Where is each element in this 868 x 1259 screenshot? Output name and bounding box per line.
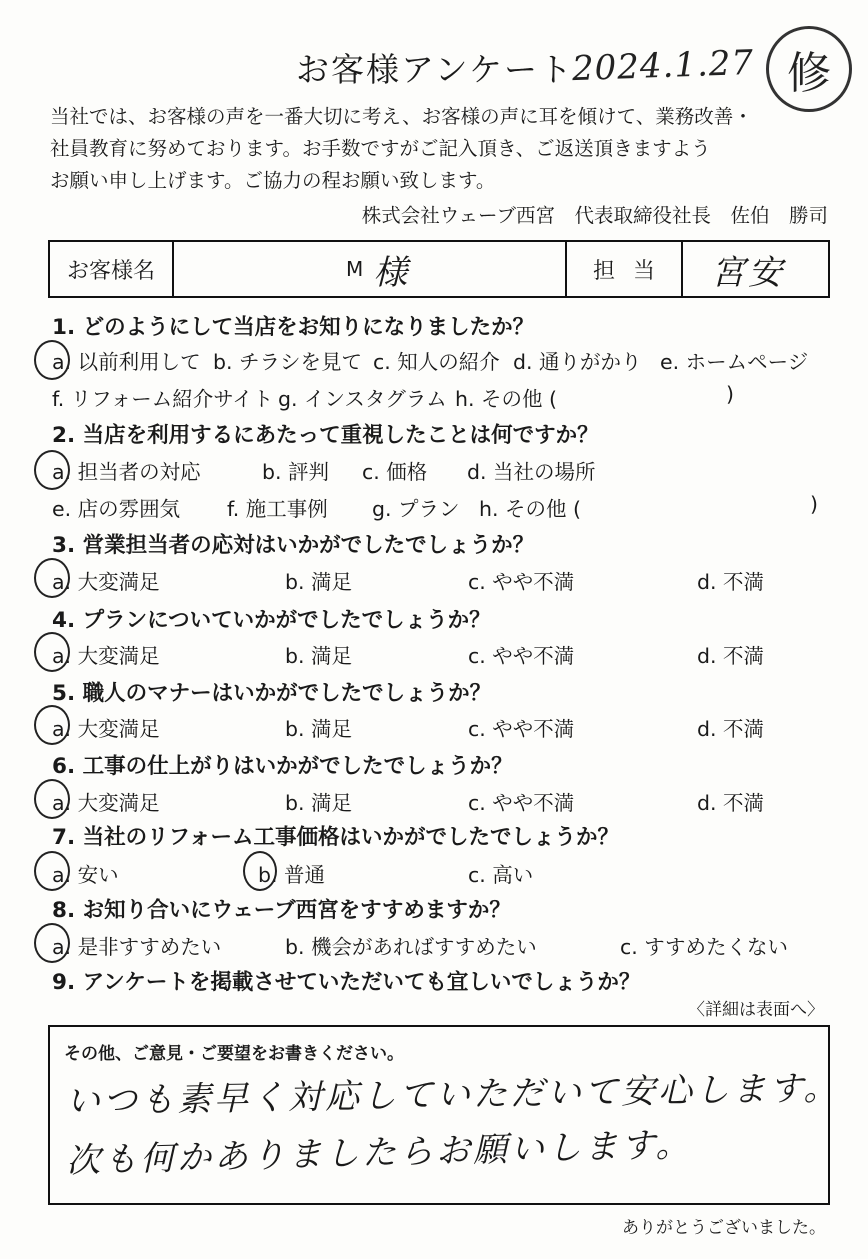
q4-option-d[interactable]: d. 不満 bbox=[697, 644, 765, 668]
customer-name-field[interactable] bbox=[174, 242, 567, 296]
customer-info-table bbox=[48, 240, 830, 298]
q2-option-a[interactable]: a. 担当者の対応 bbox=[52, 460, 201, 484]
q2-option-b[interactable]: b. 評判 bbox=[262, 460, 330, 484]
q1-option-a[interactable]: a. 以前利用して bbox=[52, 350, 201, 374]
customer-name-suffix: 様 bbox=[373, 252, 408, 293]
question-1: 1. どのようにして当店をお知りになりましたか？ bbox=[52, 315, 535, 340]
q5-option-b[interactable]: b. 満足 bbox=[285, 717, 353, 741]
thank-you-footer: ありがとうございました。 bbox=[622, 1218, 826, 1238]
intro-line-3: お願い申し上げます。ご協力の程お願い致します。 bbox=[50, 169, 496, 192]
q8-option-a[interactable]: a. 是非すすめたい bbox=[52, 935, 222, 959]
q6-option-c[interactable]: c. やや不満 bbox=[468, 791, 575, 815]
q1-option-b[interactable]: b. チラシを見て bbox=[213, 350, 363, 374]
q6-option-d[interactable]: d. 不満 bbox=[697, 791, 765, 815]
question-8: 8. お知り合いにウェーブ西宮をすすめますか？ bbox=[52, 898, 511, 923]
stamp-seal: 修 bbox=[766, 26, 852, 112]
comments-label: その他、ご意見・ご要望をお書きください。 bbox=[64, 1044, 404, 1064]
q3-option-b[interactable]: b. 満足 bbox=[285, 570, 353, 594]
q5-option-d[interactable]: d. 不満 bbox=[697, 717, 765, 741]
q4-option-c[interactable]: c. やや不満 bbox=[468, 644, 575, 668]
q5-option-c[interactable]: c. やや不満 bbox=[468, 717, 575, 741]
question-5: 5. 職人のマナーはいかがでしたでしょうか？ bbox=[52, 681, 492, 706]
q4-option-b[interactable]: b. 満足 bbox=[285, 644, 353, 668]
q2-option-d[interactable]: d. 当社の場所 bbox=[467, 460, 596, 484]
question-3: 3. 営業担当者の応対はいかがでしたでしょうか？ bbox=[52, 533, 535, 558]
handwritten-date: 2024.1.27 bbox=[571, 42, 755, 90]
q7-option-c[interactable]: c. 高い bbox=[468, 863, 534, 887]
q1-option-c[interactable]: c. 知人の紹介 bbox=[373, 350, 500, 374]
comments-box[interactable] bbox=[48, 1025, 841, 1205]
q1-option-f[interactable]: f. リフォーム紹介サイト bbox=[52, 387, 274, 411]
q2-option-h[interactable]: h. その他 ( bbox=[479, 497, 582, 521]
q2-option-e[interactable]: e. 店の雰囲気 bbox=[52, 497, 181, 521]
customer-name-label: お客様名 bbox=[50, 242, 174, 296]
handwritten-comment-line-1: いつも素早く対応していただいて安心します。 bbox=[65, 1068, 841, 1122]
q1-option-h[interactable]: h. その他 ( bbox=[455, 387, 558, 411]
staff-label: 担当 bbox=[567, 242, 683, 296]
q2-option-g[interactable]: g. プラン bbox=[372, 497, 460, 521]
q6-option-b[interactable]: b. 満足 bbox=[285, 791, 353, 815]
q5-option-a[interactable]: a. 大変満足 bbox=[52, 717, 160, 741]
q1-option-d[interactable]: d. 通りがかり bbox=[513, 350, 642, 374]
q1-option-g[interactable]: g. インスタグラム bbox=[278, 387, 447, 411]
q2-option-h-close: ) bbox=[810, 492, 818, 516]
customer-name-initial: M bbox=[346, 257, 364, 281]
detail-note: 〈詳細は表面へ〉 bbox=[688, 1000, 824, 1020]
q6-option-a[interactable]: a. 大変満足 bbox=[52, 791, 160, 815]
q8-option-c[interactable]: c. すすめたくない bbox=[620, 935, 789, 959]
q8-option-b[interactable]: b. 機会があればすすめたい bbox=[285, 935, 537, 959]
survey-title: お客様アンケート bbox=[296, 50, 575, 89]
company-signature: 株式会社ウェーブ西宮 代表取締役社長 佐伯 勝司 bbox=[361, 204, 828, 227]
q4-option-a[interactable]: a. 大変満足 bbox=[52, 644, 160, 668]
question-6: 6. 工事の仕上がりはいかがでしたでしょうか？ bbox=[52, 754, 513, 779]
staff-name-field[interactable]: 宮安 bbox=[711, 252, 785, 293]
q2-option-f[interactable]: f. 施工事例 bbox=[227, 497, 328, 521]
q2-option-c[interactable]: c. 価格 bbox=[362, 460, 428, 484]
question-9: 9. アンケートを掲載させていただいても宜しいでしょうか？ bbox=[52, 970, 641, 995]
q1-option-h-close: ) bbox=[726, 382, 734, 406]
question-2: 2. 当店を利用するにあたって重視したことは何ですか？ bbox=[52, 423, 599, 448]
q7-option-b[interactable]: b. 普通 bbox=[258, 863, 326, 887]
handwritten-comment-line-2: 次も何かありましたらお願いします。 bbox=[65, 1124, 693, 1182]
question-7: 7. 当社のリフォーム工事価格はいかがでしたでしょうか？ bbox=[52, 825, 620, 850]
q3-option-d[interactable]: d. 不満 bbox=[697, 570, 765, 594]
q1-option-e[interactable]: e. ホームページ bbox=[660, 350, 809, 374]
intro-line-2: 社員教育に努めております。お手数ですがご記入頂き、ご返送頂きますよう bbox=[50, 137, 711, 160]
q3-option-c[interactable]: c. やや不満 bbox=[468, 570, 575, 594]
intro-line-1: 当社では、お客様の声を一番大切に考え、お客様の声に耳を傾けて、業務改善・ bbox=[50, 105, 753, 128]
q7-option-a[interactable]: a. 安い bbox=[52, 863, 119, 887]
question-4: 4. プランについていかがでしたでしょうか？ bbox=[52, 608, 491, 633]
q3-option-a[interactable]: a. 大変満足 bbox=[52, 570, 160, 594]
